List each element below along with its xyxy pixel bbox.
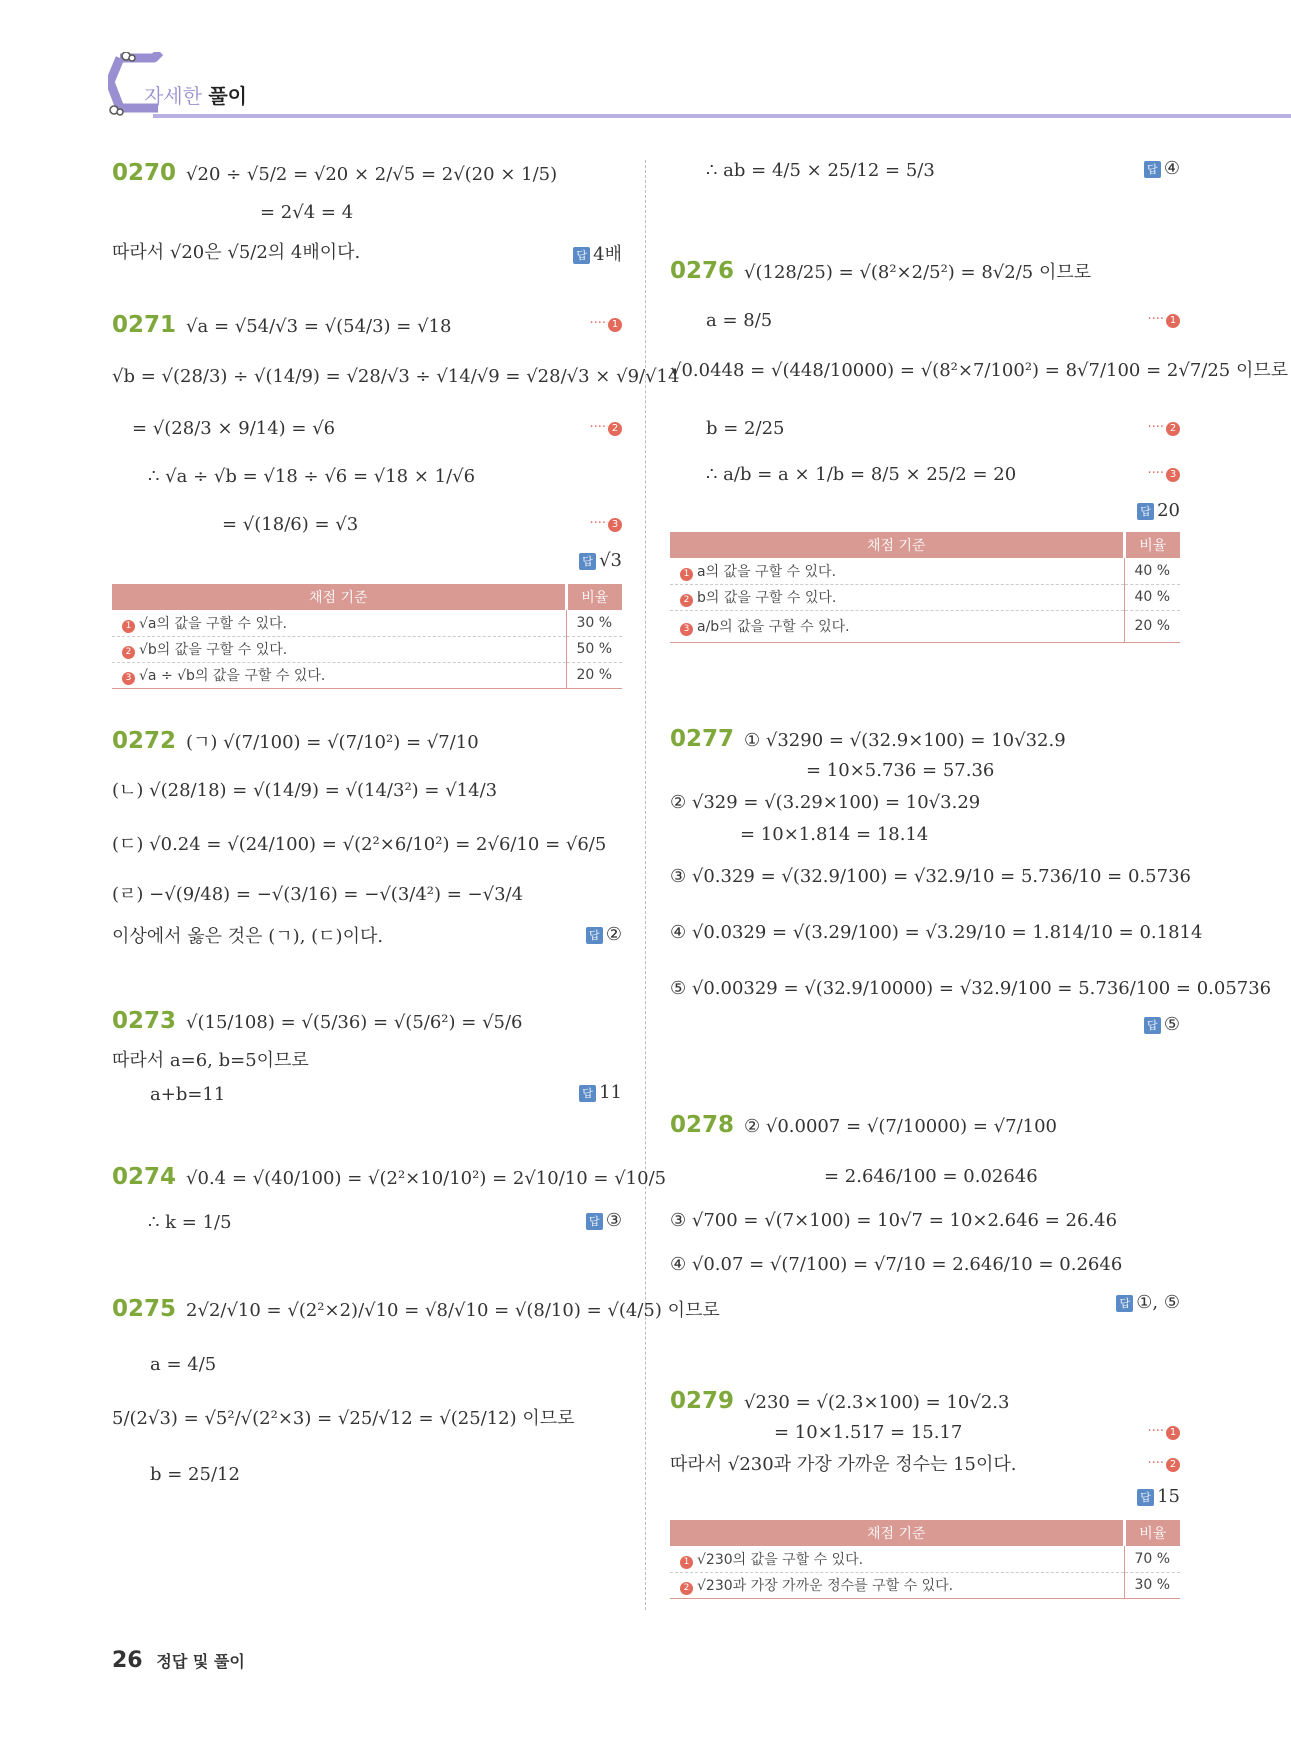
answer-tag-icon: 답 xyxy=(1116,1295,1133,1312)
footer-label: 정답 및 풀이 xyxy=(156,1652,245,1671)
solution-line: ∴ √a ÷ √b = √18 ÷ √6 = √18 × 1/√6 xyxy=(148,466,476,487)
answer-box: 답 4배 xyxy=(573,240,622,266)
page-footer xyxy=(112,1648,245,1673)
solution-line: √(128/25) = √(8²×2/5²) = 8√2/5 이므로 xyxy=(744,262,1092,283)
solution-line: = 10×1.517 = 15.17 xyxy=(774,1422,963,1443)
step-marker-2: ···· 2 xyxy=(1147,1456,1180,1472)
solution-line: a = 4/5 xyxy=(150,1354,217,1375)
answer-box: 답 √3 xyxy=(579,550,622,571)
solution-line: 따라서 √20은 √5/2의 4배이다. xyxy=(112,242,361,263)
problem-number: 0277 xyxy=(670,726,735,752)
problem-number: 0276 xyxy=(670,258,735,284)
problem-number: 0270 xyxy=(112,160,177,186)
table-row: 1 √a의 값을 구할 수 있다. 30 % xyxy=(112,610,622,636)
table-row: 2 b의 값을 구할 수 있다. 40 % xyxy=(670,584,1180,610)
problem-number: 0278 xyxy=(670,1112,735,1138)
page-number: 26 xyxy=(112,1648,143,1673)
problem-number: 0272 xyxy=(112,728,177,754)
solution-line: = 10×1.814 = 18.14 xyxy=(740,824,929,845)
grading-criteria-table: 채점 기준 비율 1 √a의 값을 구할 수 있다. 30 % 2 √b의 값을 구할 수 있다. 50 % 3 √a ÷ √b의 값을 구할 수 있다. 20 % xyxy=(112,584,622,689)
solution-line: a = 8/5 xyxy=(706,310,773,331)
solution-line: ③ √0.329 = √(32.9/100) = √32.9/10 = 5.736/10 = 0.5736 xyxy=(670,866,1191,887)
answer-box: 답 ⑤ xyxy=(1144,1014,1180,1035)
solution-line: ④ √0.0329 = √(3.29/100) = √3.29/10 = 1.814/10 = 0.1814 xyxy=(670,922,1203,943)
answer-box: 답 11 xyxy=(579,1082,622,1103)
answer-tag-icon: 답 xyxy=(586,1213,603,1230)
step-marker-3: ···· 3 xyxy=(1147,466,1180,482)
grading-criteria-table: 채점 기준 비율 1 √230의 값을 구할 수 있다. 70 % 2 √230과 가장 가까운 정수를 구할 수 있다. 30 % xyxy=(670,1520,1180,1599)
solution-line: 이상에서 옳은 것은 (ㄱ), (ㄷ)이다. xyxy=(112,926,384,947)
solution-line: (ㄱ) √(7/100) = √(7/10²) = √7/10 xyxy=(186,732,479,753)
solution-line: = 10×5.736 = 57.36 xyxy=(806,760,995,781)
solution-line: a+b=11 xyxy=(150,1084,226,1105)
table-row: 1 √230의 값을 구할 수 있다. 70 % xyxy=(670,1546,1180,1572)
answer-box: 답 ①, ⑤ xyxy=(1116,1292,1180,1313)
answer-box: 답 ④ xyxy=(1144,158,1180,179)
answer-box: 답 15 xyxy=(1137,1486,1180,1507)
answer-tag-icon: 답 xyxy=(1137,1489,1154,1506)
solution-line: ∴ a/b = a × 1/b = 8/5 × 25/2 = 20 xyxy=(706,464,1017,485)
step-marker-3: ···· 3 xyxy=(589,516,622,532)
problem-number: 0273 xyxy=(112,1008,177,1034)
step-marker-1: ···· 1 xyxy=(589,316,622,332)
solution-line: (ㄹ) −√(9/48) = −√(3/16) = −√(3/4²) = −√3/4 xyxy=(112,884,524,905)
table-row: 3 √a ÷ √b의 값을 구할 수 있다. 20 % xyxy=(112,662,622,688)
problem-number: 0271 xyxy=(112,312,177,338)
solution-line: b = 25/12 xyxy=(150,1464,240,1485)
solution-line: = √(28/3 × 9/14) = √6 xyxy=(132,418,336,439)
answer-tag-icon: 답 xyxy=(579,553,596,570)
solution-line: (ㄷ) √0.24 = √(24/100) = √(2²×6/10²) = 2√6/10 = √6/5 xyxy=(112,834,607,855)
header-title: 자세한 풀이 xyxy=(144,84,247,108)
grading-criteria-table: 채점 기준 비율 1 a의 값을 구할 수 있다. 40 % 2 b의 값을 구할 수 있다. 40 % 3 a/b의 값을 구할 수 있다. 20 % xyxy=(670,532,1180,643)
solution-line: 2√2/√10 = √(2²×2)/√10 = √8/√10 = √(8/10) = √(4/5) 이므로 xyxy=(186,1300,720,1321)
solution-line: = 2√4 = 4 xyxy=(260,202,354,223)
table-row: 2 √230과 가장 가까운 정수를 구할 수 있다. 30 % xyxy=(670,1572,1180,1598)
step-marker-1: ···· 1 xyxy=(1147,1424,1180,1440)
solution-line: √b = √(28/3) ÷ √(14/9) = √28/√3 ÷ √14/√9 = √28/√3 × √9/√14 xyxy=(112,366,680,387)
solution-line: ① √3290 = √(32.9×100) = 10√32.9 xyxy=(744,730,1066,751)
step-marker-2: ···· 2 xyxy=(589,420,622,436)
solution-line: ④ √0.07 = √(7/100) = √7/10 = 2.646/10 = 0.2646 xyxy=(670,1254,1123,1275)
problem-number: 0275 xyxy=(112,1296,177,1322)
answer-tag-icon: 답 xyxy=(1137,503,1154,520)
problem-number: 0274 xyxy=(112,1164,177,1190)
solution-line: b = 2/25 xyxy=(706,418,785,439)
solution-line: √a = √54/√3 = √(54/3) = √18 xyxy=(186,316,452,337)
table-row: 1 a의 값을 구할 수 있다. 40 % xyxy=(670,558,1180,584)
solution-line: 따라서 √230과 가장 가까운 정수는 15이다. xyxy=(670,1454,1017,1475)
header-rule xyxy=(153,114,1291,118)
solution-line: = √(18/6) = √3 xyxy=(222,514,359,535)
table-row: 3 a/b의 값을 구할 수 있다. 20 % xyxy=(670,610,1180,642)
problem-number: 0279 xyxy=(670,1388,735,1414)
step-marker-1: ···· 1 xyxy=(1147,312,1180,328)
solution-line: ② √329 = √(3.29×100) = 10√3.29 xyxy=(670,792,981,813)
solution-line: ⑤ √0.00329 = √(32.9/10000) = √32.9/100 = 5.736/100 = 0.05736 xyxy=(670,978,1272,999)
answer-box: 답 ③ xyxy=(586,1210,622,1231)
solution-line: ② √0.0007 = √(7/10000) = √7/100 xyxy=(744,1116,1058,1137)
table-row: 2 √b의 값을 구할 수 있다. 50 % xyxy=(112,636,622,662)
answer-box: 답 ② xyxy=(586,924,622,945)
solution-line: √(15/108) = √(5/36) = √(5/6²) = √5/6 xyxy=(186,1012,523,1033)
answer-tag-icon: 답 xyxy=(579,1085,596,1102)
solution-line: √230 = √(2.3×100) = 10√2.3 xyxy=(744,1392,1010,1413)
answer-tag-icon: 답 xyxy=(1144,1017,1161,1034)
solution-line: = 2.646/100 = 0.02646 xyxy=(824,1166,1038,1187)
solution-line: ∴ ab = 4/5 × 25/12 = 5/3 xyxy=(706,160,935,181)
step-marker-2: ···· 2 xyxy=(1147,420,1180,436)
solution-line: 5/(2√3) = √5²/√(2²×3) = √25/√12 = √(25/12) 이므로 xyxy=(112,1408,575,1429)
solution-line: ③ √700 = √(7×100) = 10√7 = 10×2.646 = 26.46 xyxy=(670,1210,1118,1231)
solution-line: √0.4 = √(40/100) = √(2²×10/10²) = 2√10/10 = √10/5 xyxy=(186,1168,667,1189)
solution-line: ∴ k = 1/5 xyxy=(148,1212,232,1233)
solution-line: √20 ÷ √5/2 = √20 × 2/√5 = 2√(20 × 1/5) xyxy=(186,164,558,185)
solution-line: 따라서 a=6, b=5이므로 xyxy=(112,1050,309,1071)
answer-tag-icon: 답 xyxy=(1144,161,1161,178)
solution-line: √0.0448 = √(448/10000) = √(8²×7/100²) = 8√7/100 = 2√7/25 이므로 xyxy=(670,360,1289,381)
answer-tag-icon: 답 xyxy=(586,927,603,944)
solution-line: (ㄴ) √(28/18) = √(14/9) = √(14/3²) = √14/3 xyxy=(112,780,498,801)
page-header xyxy=(108,44,1291,134)
answer-box: 답 20 xyxy=(1137,500,1180,521)
answer-tag-icon: 답 xyxy=(573,247,590,264)
